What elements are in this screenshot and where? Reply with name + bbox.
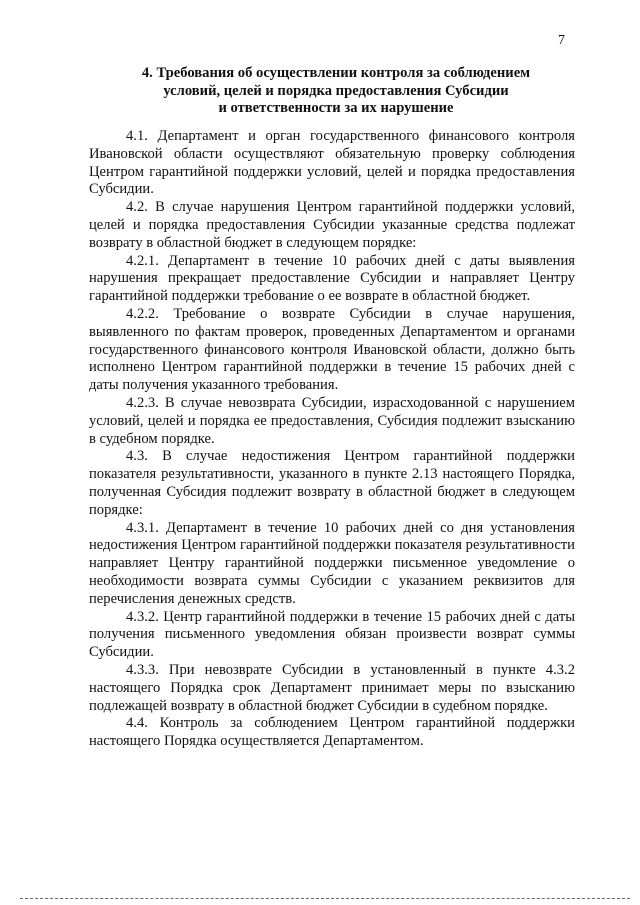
paragraph-4-2: 4.2. В случае нарушения Центром гарантийной поддержки условий, целей и порядка предоставления Субсидии указанные средства подлежат возврату в областной бюджет в следующем порядке:: [89, 199, 575, 251]
scan-edge-line: [20, 898, 630, 899]
paragraph-4-3-1: 4.3.1. Департамент в течение 10 рабочих дней со дня установления недостижения Центром гарантийной поддержки показателя результативности направляет Центру гарантийной поддержки письменное уведомление о необходимости возврата суммы Субсидии с указанием реквизитов для перечисления денежных средств.: [89, 519, 575, 607]
page-number: 7: [558, 33, 565, 48]
section-body: [89, 128, 575, 751]
paragraph-4-3-3: 4.3.3. При невозврате Субсидии в установленный в пункте 4.3.2 настоящего Порядка срок Департамент принимает меры по взысканию подлежащей возврату в областной бюджет Субсидии в судебном порядке.: [89, 661, 575, 714]
paragraph-4-3: 4.3. В случае недостижения Центром гарантийной поддержки показателя результативности, указанного в пункте 2.13 настоящего Порядка, полученная Субсидия подлежит возврату в областной бюджет в следующем порядке:: [89, 448, 575, 518]
heading-line-3: и ответственности за их нарушение: [218, 100, 454, 116]
paragraph-4-3-2: 4.3.2. Центр гарантийной поддержки в течение 15 рабочих дней с даты получения письменного уведомления обязан произвести возврат суммы Субсидии.: [89, 608, 575, 661]
paragraph-4-2-3: 4.2.3. В случае невозврата Субсидии, израсходованной с нарушением условий, целей и порядка ее предоставления, Субсидия подлежит взысканию в судебном порядке.: [89, 394, 575, 447]
paragraph-4-1: 4.1. Департамент и орган государственного финансового контроля Ивановской области осуществляют обязательную проверку соблюдения Центром гарантийной поддержки условий, целей и порядка предоставления Субсидии.: [89, 128, 575, 198]
paragraph-4-4: 4.4. Контроль за соблюдением Центром гарантийной поддержки настоящего Порядка осуществляется Департаментом.: [89, 715, 575, 750]
section-heading: [60, 65, 612, 118]
heading-line-1: 4. Требования об осуществлении контроля за соблюдением: [141, 65, 531, 81]
paragraph-4-2-2: 4.2.2. Требование о возврате Субсидии в случае нарушения, выявленного по фактам проверок, проведенных Департаментом и органами государственного финансового контроля Ивановской области, должно быть исполнено Центром гарантийной поддержки в течение 15 рабочих дней с даты получения указанного требования.: [89, 305, 575, 394]
paragraph-4-2-1: 4.2.1. Департамент в течение 10 рабочих дней с даты выявления нарушения прекращает предоставление Субсидии и направляет Центру гарантийной поддержки требование о ее возврате в областной бюджет.: [89, 252, 575, 305]
heading-line-2: условий, целей и порядка предоставления Субсидии: [163, 82, 509, 99]
